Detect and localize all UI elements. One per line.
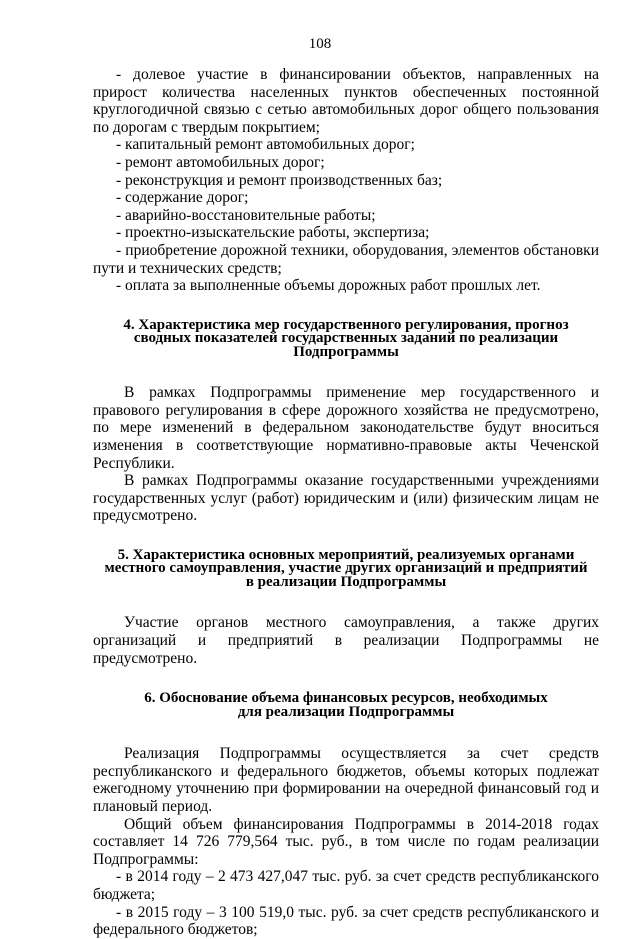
list-item: - проектно-изыскательские работы, экспертиза; bbox=[116, 224, 430, 242]
page-number: 108 bbox=[308, 36, 332, 52]
section-6-heading bbox=[93, 692, 599, 719]
section-4-heading bbox=[93, 316, 599, 360]
spacer bbox=[93, 359, 599, 384]
section-5-heading-line: местного самоуправления, участие других организаций и предприятий bbox=[104, 560, 588, 577]
section-4-heading-line: 4. Характеристика мер государственного регулирования, прогноз bbox=[123, 316, 569, 333]
section-6-paragraph: Реализация Подпрограммы осуществляется за счет средств республиканского и федерального бюджетов, объемы которых подлежат ежегодному уточнению при формировании на очередной финансовый год и плановый период. bbox=[93, 745, 599, 816]
section-5-heading bbox=[93, 546, 599, 590]
spacer bbox=[93, 525, 599, 549]
section-4-paragraph: В рамках Подпрограммы оказание государственными учреждениями государственных услуг (работ) юридическим и (или) физическим лицам не предусмотрено. bbox=[93, 472, 599, 525]
spacer bbox=[93, 589, 599, 614]
list-item: - содержание дорог; bbox=[116, 189, 249, 207]
spacer bbox=[93, 719, 599, 745]
section-5-paragraph: Участие органов местного самоуправления, а также других организаций и предприятий в реализации Подпрограммы не предусмотрено. bbox=[93, 614, 599, 667]
list-item: - капитальный ремонт автомобильных дорог; bbox=[116, 136, 415, 154]
spacer bbox=[93, 667, 599, 692]
list-item: - аварийно-восстановительные работы; bbox=[116, 206, 376, 224]
financing-year-item: - в 2014 году – 2 473 427,047 тыс. руб. за счет средств республиканского бюджета; bbox=[93, 868, 599, 903]
section-4-heading-line: сводных показателей государственных заданий по реализации bbox=[133, 330, 559, 347]
section-6-paragraph: Общий объем финансирования Подпрограммы в 2014-2018 годах составляет 14 726 779,564 тыс. руб., в том числе по годам реализации Подпрограммы: bbox=[93, 815, 599, 868]
list-intro: - долевое участие в финансировании объектов, направленных на прирост количества населенных пунктов обеспеченных постоянной круглогодичной связью с сетью автомобильных дорог общего пользования по дорогам с твердым покрытием; bbox=[93, 66, 599, 136]
list-item: - реконструкция и ремонт производственных баз; bbox=[116, 171, 443, 189]
section-6-heading-line: 6. Обоснование объема финансовых ресурсов, необходимых bbox=[144, 690, 548, 707]
list-item: - ремонт автомобильных дорог; bbox=[116, 153, 325, 171]
spacer bbox=[93, 295, 599, 319]
section-6-heading-line: для реализации Подпрограммы bbox=[237, 703, 455, 720]
section-4-heading-line: Подпрограммы bbox=[293, 343, 399, 360]
list-item: - приобретение дорожной техники, оборудования, элементов обстановки пути и технических средств; bbox=[93, 241, 599, 277]
section-4-paragraph: В рамках Подпрограммы применение мер государственного и правового регулирования в сфере дорожного хозяйства не предусмотрено, по мере изменений в федеральном законодательстве будут вноситься изменения в соответствующие нормативно-правовые акты Чеченской Республики. bbox=[93, 384, 599, 472]
section-5-heading-line: в реализации Подпрограммы bbox=[245, 573, 447, 590]
list-item: - оплата за выполненные объемы дорожных работ прошлых лет. bbox=[116, 277, 541, 295]
page-content bbox=[93, 66, 599, 939]
section-5-heading-line: 5. Характеристика основных мероприятий, реализуемых органами bbox=[117, 546, 575, 563]
financing-year-item: - в 2015 году – 3 100 519,0 тыс. руб. за счет средств республиканского и федерального бюджетов; bbox=[93, 903, 599, 939]
